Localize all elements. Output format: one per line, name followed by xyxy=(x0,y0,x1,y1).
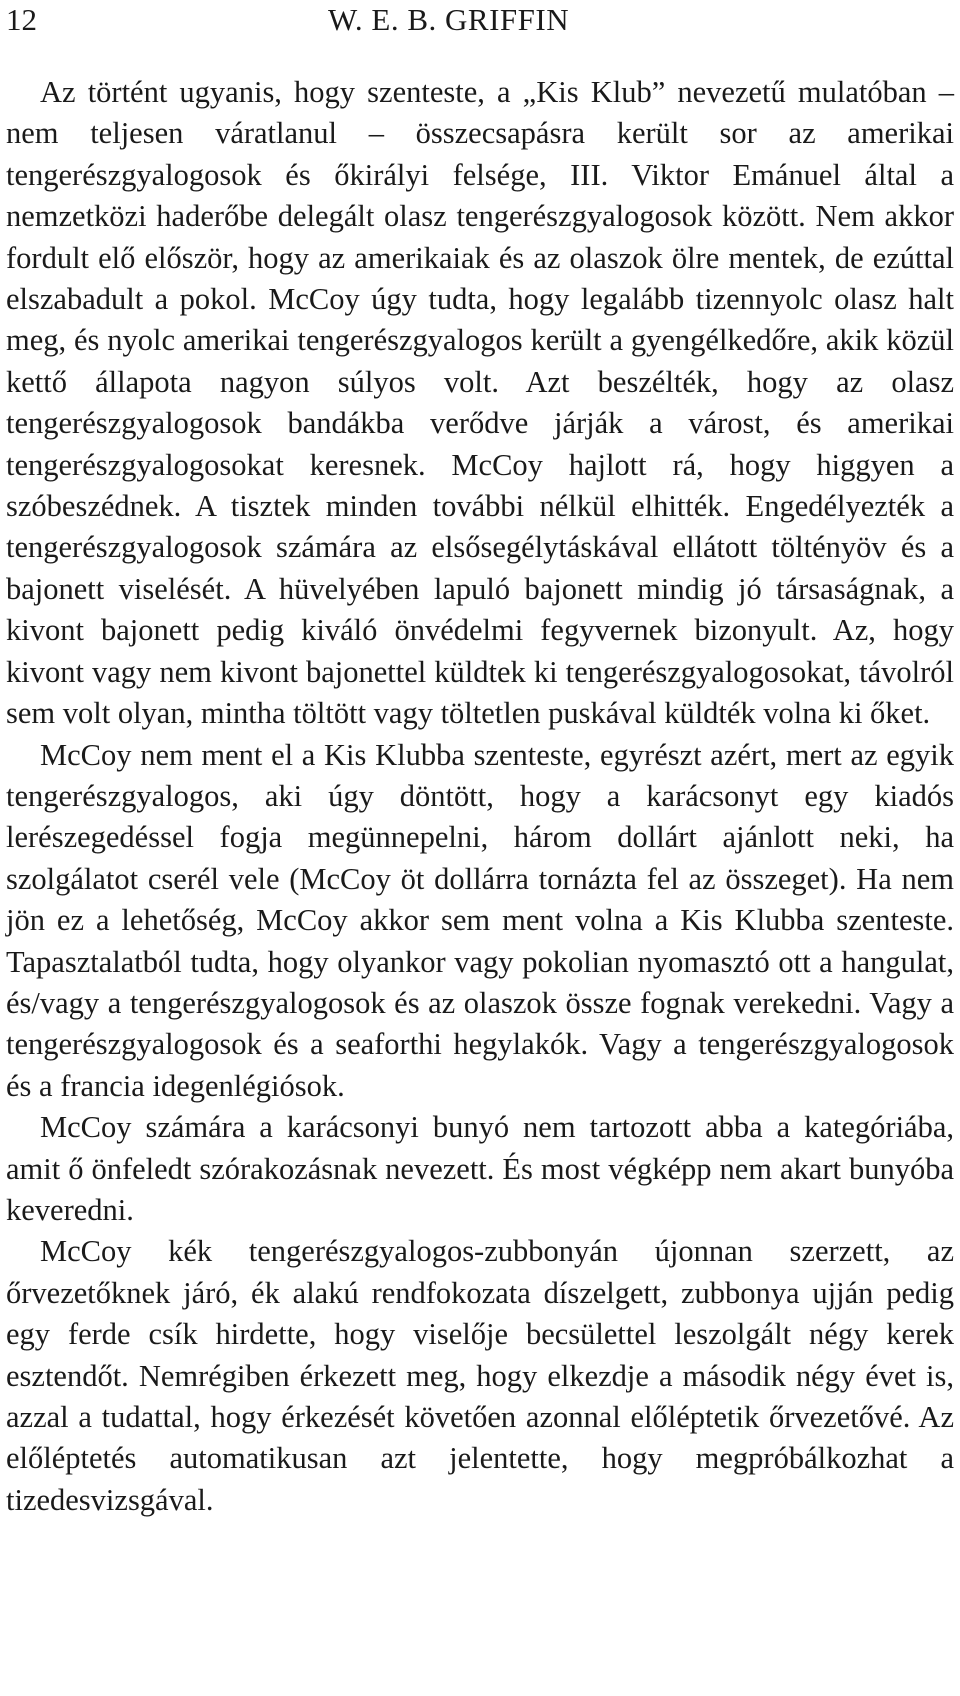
page-header xyxy=(6,0,954,44)
running-head: W. E. B. GRIFFIN xyxy=(328,2,570,37)
book-page xyxy=(6,0,954,1521)
paragraph: Az történt ugyanis, hogy szenteste, a „Kis Klub” nevezetű mulatóban – nem teljesen váratlanul – összecsapásra került sor az amerikai tengerészgyalogosok és őkirályi felsége, III. Viktor Emánuel által a nemzetközi haderőbe delegált olasz tengerészgyalogosok között. Nem akkor fordult elő először, hogy az amerikaiak és az olaszok ölre mentek, de ezúttal elszabadult a pokol. McCoy úgy tudta, hogy legalább tizennyolc olasz halt meg, és nyolc amerikai tengerészgyalogos került a gyengélkedőre, akik közül kettő állapota nagyon súlyos volt. Azt beszélték, hogy az olasz tengerészgyalogosok bandákba verődve járják a várost, és amerikai tengerészgyalogosokat keresnek. McCoy hajlott rá, hogy higgyen a szóbeszédnek. A tisztek minden további nélkül elhitték. Engedélyezték a tengerészgyalogosok számára az elsősegélytáskával ellátott töltényöv és a bajonett viselését. A hüvelyében lapuló bajonett mindig jó társaságnak, a kivont bajonett pedig kiváló önvédelmi fegyvernek bizonyult. Az, hogy kivont vagy nem kivont bajonettel küldtek ki tengerészgyalogosokat, távolról sem volt olyan, mintha töltött vagy töltetlen puskával küldték volna ki őket. xyxy=(6,75,954,731)
paragraph: McCoy nem ment el a Kis Klubba szenteste, egyrészt azért, mert az egyik tengerészgyalogos, aki úgy döntött, hogy a karácsonyt egy kiadós lerészegedéssel fogja megünnepelni, három dollárt ajánlott neki, ha szolgálatot cserél vele (McCoy öt dollárra tornázta fel az összeget). Ha nem jön ez a lehetőség, McCoy akkor sem ment volna a Kis Klubba szenteste. Tapasztalatból tudta, hogy olyankor vagy pokolian nyomasztó ott a hangulat, és/vagy a tengerészgyalogosok és az olaszok össze fognak verekedni. Vagy a tengerészgyalogosok és a seaforthi hegylakók. Vagy a tengerészgyalogosok és a francia idegenlégiósok. xyxy=(6,737,954,1103)
body-text xyxy=(6,72,954,1521)
page-number: 12 xyxy=(6,2,37,37)
paragraph: McCoy számára a karácsonyi bunyó nem tartozott abba a kategóriába, amit ő önfeledt szórakozásnak nevezett. És most végképp nem akart bunyóba keveredni. xyxy=(6,1110,954,1227)
paragraph: McCoy kék tengerészgyalogos-zubbonyán újonnan szerzett, az őrvezetőknek járó, ék alakú rendfokozata díszelgett, zubbonya ujján pedig egy ferde csík hirdette, hogy viselője becsülettel leszolgált négy kerek esztendőt. Nemrégiben érkezett meg, hogy elkezdje a második négy évet is, azzal a tudattal, hogy érkezését követően azonnal előléptetik őrvezetővé. Az előléptetés automatikusan azt jelentette, hogy megpróbálkozhat a tizedesvizsgával. xyxy=(6,1234,954,1517)
